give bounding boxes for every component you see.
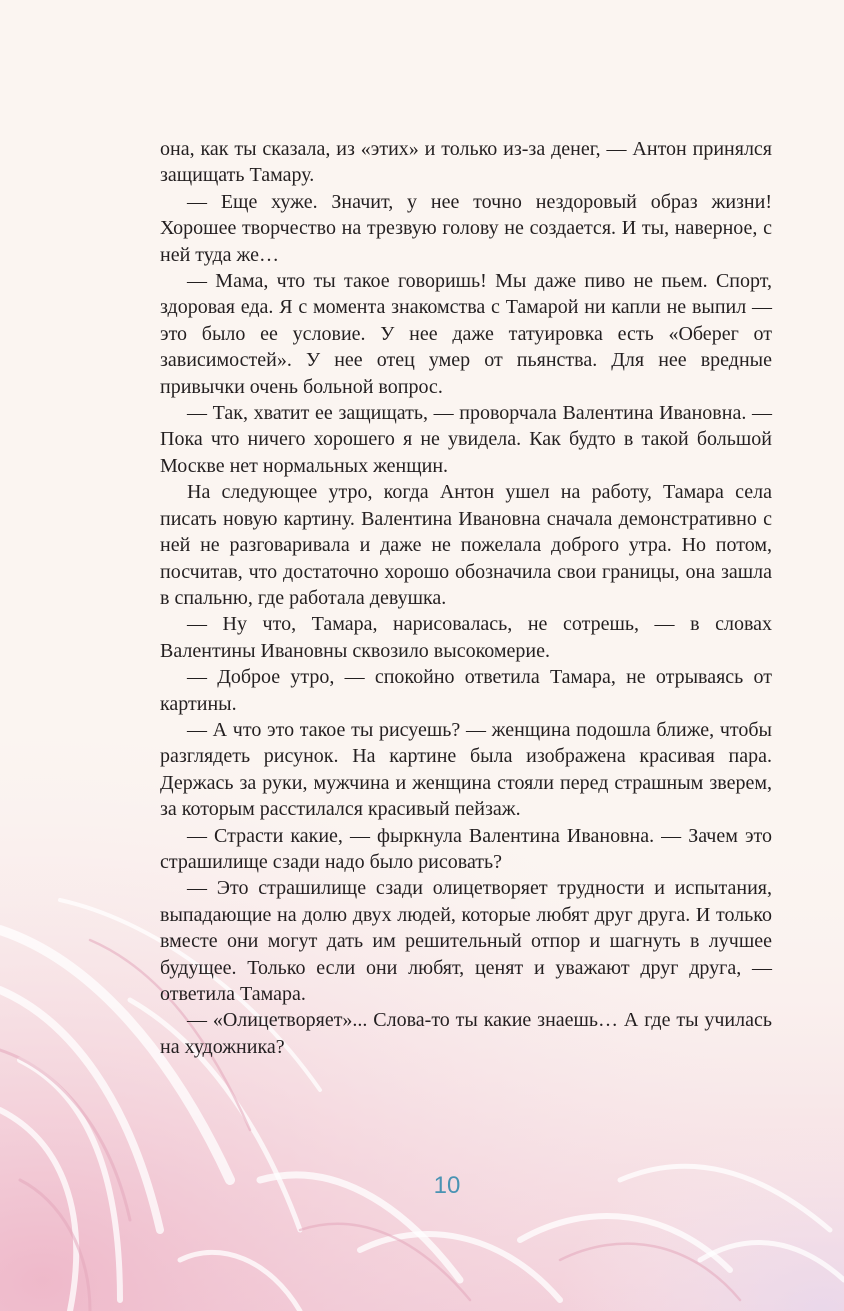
paragraph: — Ну что, Тамара, нарисовалась, не сотрешь, — в словах Валентины Ивановны сквозило высокомерие.: [160, 613, 772, 662]
paragraph: — Доброе утро, — спокойно ответила Тамара, не отрываясь от картины.: [160, 666, 772, 715]
paragraph: она, как ты сказала, из «этих» и только из-за денег, — Антон принялся защищать Тамару.: [160, 138, 772, 187]
paragraph: — Страсти какие, — фыркнула Валентина Ивановна. — Зачем это страшилище сзади надо было рисовать?: [160, 824, 772, 873]
page-text: [160, 136, 772, 1060]
paragraph: — Это страшилище сзади олицетворяет трудности и испытания, выпадающие на долю двух людей, которые любят друг друга. И только вместе они могут дать им решительный отпор и шагнуть в лучшее будущее. Только если они любят, ценят и уважают друг друга, — ответила Тамара.: [160, 877, 772, 1005]
paragraph: — Так, хватит ее защищать, — проворчала Валентина Ивановна. — Пока что ничего хорошего я не увидела. Как будто в такой большой Москве нет нормальных женщин.: [160, 402, 772, 477]
paragraph: — Еще хуже. Значит, у нее точно нездоровый образ жизни! Хорошее творчество на трезвую голову не создается. И ты, наверное, с ней туда же…: [160, 190, 772, 266]
paragraph: — «Олицетворяет»... Слова-то ты какие знаешь… А где ты училась на художника?: [160, 1009, 772, 1058]
paragraph: — Мама, что ты такое говоришь! Мы даже пиво не пьем. Спорт, здоровая еда. Я с момента знакомства с Тамарой ни капли не выпил — это было ее условие. У нее даже татуировка есть «Оберег от зависимостей». У нее отец умер от пьянства. Для нее вредные привычки очень больной вопрос.: [160, 270, 772, 398]
paragraph: На следующее утро, когда Антон ушел на работу, Тамара села писать новую картину. Валентина Ивановна сначала демонстративно с ней не разговаривала и даже не пожелала доброго утра. Но потом, посчитав, что достаточно хорошо обозначила свои границы, она зашла в спальню, где работала девушка.: [160, 481, 772, 609]
page-number: 10: [433, 1172, 461, 1199]
paragraph: — А что это такое ты рисуешь? — женщина подошла ближе, чтобы разглядеть рисунок. На картине была изображена красивая пара. Держась за руки, мужчина и женщина стояли перед страшным зверем, за которым расстилался красивый пейзаж.: [160, 718, 772, 821]
